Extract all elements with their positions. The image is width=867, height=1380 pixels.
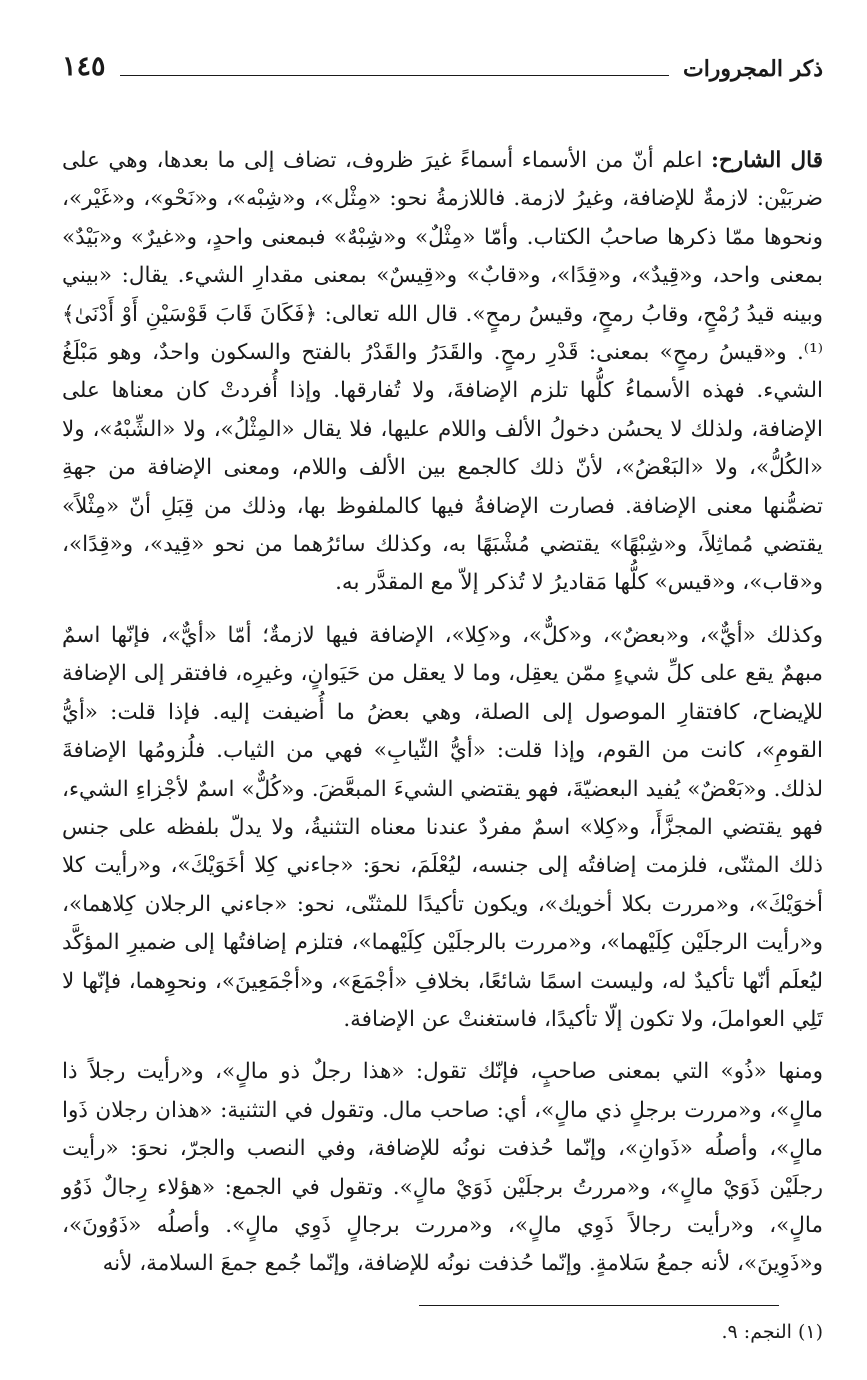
paragraph-2 [62, 617, 823, 1039]
paragraph-lead: قال الشارح: [710, 148, 824, 173]
paragraph-text: ومنها «ذُو» التي بمعنى صاحبٍ، فإنّك تقول: «هذا رجلٌ ذو مالٍ»، و«رأيت رجلاً ذا مالٍ»، و«مررت برجلٍ ذي مالٍ»، أي: صاحب مال. وتقول في التثنية: «هذان رجلان ذَوا مالٍ»، وأصلُه «ذَوانِ»، وإنّما حُذفت نونُه للإضافة، وفي النصب والجرّ، نحوَ: «رأيت رجلَيْن ذَوَيْ مالٍ»، و«مررتُ برجلَيْن ذَوَيْ مالٍ». وتقول في الجمع: «هؤلاء رِجالٌ ذَوُو مالٍ»، و«رأيت رجالاً ذَوِي مالٍ»، و«مررت برجالٍ ذَوِي مالٍ». وأصلُه «ذَوُونَ»، و«ذَوِينَ»، لأنه جمعُ سَلامةٍ. وإنّما حُذفت نونُه للإضافة، وإنّما جُمع جمعَ السلامة، لأنه [62, 1059, 823, 1277]
body-text [62, 142, 823, 1284]
header-rule [120, 75, 669, 76]
running-title: ذكر المجرورات [682, 56, 823, 82]
footnote-rule [419, 1305, 779, 1306]
page-header [62, 42, 823, 80]
paragraph-3 [62, 1053, 823, 1283]
paragraph-1 [62, 142, 823, 603]
paragraph-text: اعلم أنّ من الأسماء أسماءً غيرَ ظروف، تضاف إلى ما بعدها، وهي على ضربَيْن: لازمةٌ للإضافة، وغيرُ لازمة. فاللازمةُ نحو: «مِثْل»، و«شِبْه»، و«نَحْو»، و«غَيْر»، ونحوها ممّا ذكرها صاحبُ الكتاب. وأمّا «مِثْلٌ» و«شِبْهٌ» فبمعنى واحدٍ، و«غيرٌ» و«بَيْدٌ» بمعنى واحد، و«قِيدٌ»، و«قِدًا»، و«قابٌ» و«قِيسٌ» بمعنى مقدارِ الشيء. يقال: «بيني وبينه قيدُ رُمْحٍ، وقابُ رمحٍ، وقيسُ رمحٍ». قال الله تعالى: ﴿فَكَانَ قَابَ قَوْسَيْنِ أَوْ أَدْنَىٰ﴾⁽¹⁾. و«قيسُ رمحٍ» بمعنى: قَدْرِ رمحٍ. والقَدَرُ والقَدْرُ بالفتح والسكون واحدٌ، وهو مَبْلَغُ الشيء. فهذه الأسماءُ كلُّها تلزم الإضافةَ، ولا تُفارقها. وإذا أُفردتْ كان معناها على الإضافة، ولذلك لا يحسُن دخولُ الألف واللام عليها، فلا يقال «المِثْلُ»، ولا «الشِّبْهُ»، ولا «الكُلُّ»، ولا «البَعْضُ»، لأنّ ذلك كالجمع بين الألف واللام، ومعنى الإضافة من جهةِ تضمُّنها معنى الإضافة. فصارت الإضافةُ فيها كالملفوظ بها، وذلك من قِبَلِ أنّ «مِثْلاً» يقتضي مُماثِلاً، و«شِبْهًا» يقتضي مُشْبَهًا به، وكذلك سائرُهما من نحو «قِيد»، و«قِدًا»، و«قاب»، و«قيس» كلُّها مَقاديرُ لا تُذكر إلاّ مع المقدَّر به. [62, 148, 823, 596]
page-number: ١٤٥ [62, 51, 106, 82]
paragraph-text: وكذلك «أيٌّ»، و«بعضٌ»، و«كلٌّ»، و«كِلا»، الإضافة فيها لازمةٌ؛ أمّا «أيٌّ»، فإنّها اسمٌ مبهمٌ يقع على كلِّ شيءٍ ممّن يعقِل، وما لا يعقل من حَيَوانٍ، وغيرِه، فافتقر إلى الإضافة للإيضاح، كافتقارِ الموصول إلى الصلة، وهي بعضُ ما أُضيفت إليه. فإذا قلت: «أيُّ القومِ»، كانت من القوم، وإذا قلت: «أيُّ الثّيابِ» فهي من الثياب. فلُزومُها الإضافةَ لذلك. و«بَعْضٌ» يُفيد البعضيّةَ، فهو يقتضي الشيءَ المبعَّضَ. و«كُلٌّ» اسمٌ لأجْزاءِ الشيء، فهو يقتضي المجزَّأَ، و«كِلا» اسمٌ مفردٌ عندنا معناه التثنيةُ، ولا يدلّ بلفظه على جنس ذلك المثنّى، فلزمت إضافتُه إلى جنسه، ليُعْلَمَ، نحوَ: «جاءني كِلا أخَوَيْكَ»، و«رأيت كلا أخوَيْكَ»، و«مررت بكلا أخويك»، ويكون تأكيدًا للمثنّى، نحو: «جاءني الرجلان كِلاهما»، و«رأيت الرجلَيْن كِلَيْهما»، و«مررت بالرجلَيْن كِلَيْهما»، فتلزم إضافتُها إلى ضميرِ المؤكَّد ليُعلَم أنّها تأكيدٌ له، وليست اسمًا شائعًا، بخلافِ «أجْمَعَ»، و«أجْمَعِينَ»، ونحوِهما، فإنّها لا تَلِي العواملَ، ولا تكون إلّا تأكيدًا، فاستغنتْ عن الإضافة. [62, 622, 823, 1032]
footnote: (١) النجم: ٩. [721, 1321, 823, 1343]
